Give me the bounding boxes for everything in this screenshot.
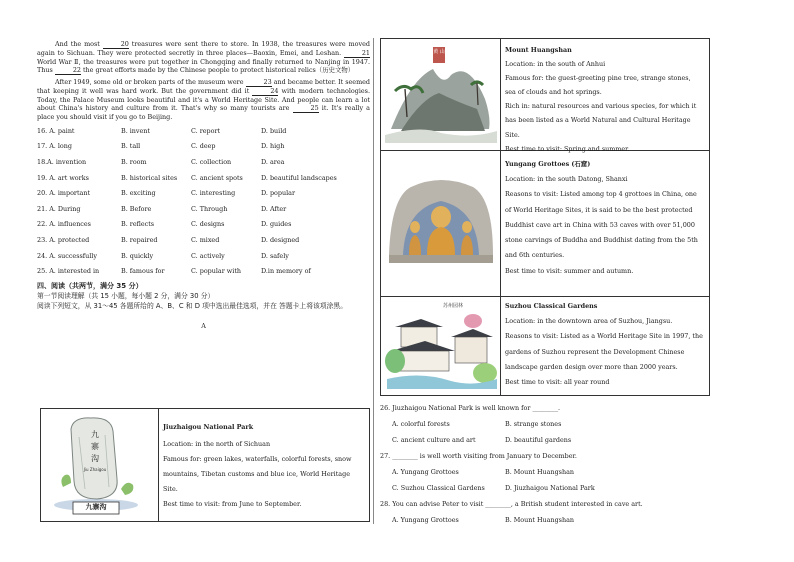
question-20 [37, 185, 370, 201]
question-18 [37, 154, 370, 170]
option-d[interactable]: D. area [261, 157, 285, 166]
jiuzhaigou-title: Jiuzhaigou National Park [163, 423, 254, 431]
question-19 [37, 170, 370, 186]
huangshan-stamp: 黄 山 [433, 49, 445, 55]
column-divider [373, 38, 374, 524]
option-d[interactable]: D. Jiuzhaigou National Park [505, 484, 595, 492]
text: it. It's really a place you should visit if you go to Beijing. [37, 103, 370, 121]
option-a[interactable]: 17. A. long [37, 142, 72, 151]
suzhou-best-time: Best time to visit: all year round [505, 378, 610, 387]
question-25 [37, 263, 370, 279]
jiuzhaigou-best-time: Best time to visit: from June to September. [163, 500, 302, 509]
yungang-best-time: Best time to visit: summer and autumn. [505, 266, 634, 275]
option-a[interactable]: 24. A. successfully [37, 251, 97, 260]
grotto-illustration [381, 151, 501, 297]
blank-21[interactable]: 21 [344, 49, 370, 58]
question-27 [380, 448, 710, 496]
question-16 [37, 123, 370, 139]
option-a[interactable]: A. colorful forests [392, 420, 450, 428]
option-a[interactable]: 25. A. interested in [37, 267, 100, 276]
instruction: 阅读下列短文，从 31～45 各题所给的 A、B、C 和 D 项中选出最佳选项，并在 答题卡上将该项涂黑。 [37, 302, 347, 311]
option-b[interactable]: B. invent [121, 126, 150, 135]
option-b[interactable]: B. reflects [121, 220, 155, 229]
question-26 [380, 400, 710, 448]
question-stem: 27. ________ is well worth visiting from January to December. [380, 452, 577, 460]
garden-illustration [381, 297, 501, 395]
huangshan-image [381, 39, 501, 150]
paragraph-2 [37, 78, 370, 121]
option-b[interactable]: B. tall [121, 142, 141, 151]
option-d[interactable]: D. beautiful gardens [505, 436, 572, 444]
option-d[interactable]: D. beautiful landscapes [261, 173, 337, 182]
question-23 [37, 232, 370, 248]
option-c[interactable]: C. Suzhou Classical Gardens [392, 484, 485, 492]
suzhou-title: Suzhou Classical Gardens [505, 302, 598, 310]
passage-label: A [201, 321, 206, 330]
question-24 [37, 248, 370, 264]
option-c[interactable]: C. collection [191, 157, 232, 166]
suzhou-sign: 苏州园林 [443, 303, 464, 309]
right-column [380, 38, 710, 528]
question-stem: 28. You can advise Peter to visit ________, a British student interested in cave art. [380, 500, 643, 508]
option-d[interactable]: D. After [261, 204, 287, 213]
option-c[interactable]: C. Through [191, 204, 228, 213]
text: the great efforts made by the Chinese people to protect historical relics（历史文物） [80, 66, 355, 74]
stone-char-3: 沟 [91, 454, 99, 463]
option-b[interactable]: B. room [121, 157, 147, 166]
option-d[interactable]: D. high [261, 142, 285, 151]
question-17 [37, 139, 370, 155]
question-22 [37, 217, 370, 233]
option-b[interactable]: B. strange stones [505, 420, 562, 428]
option-c[interactable]: C. ancient culture and art [392, 436, 476, 444]
jiuzhaigou-card [40, 408, 370, 522]
left-column [37, 40, 370, 330]
option-b[interactable]: B. Before [121, 204, 152, 213]
huangshan-best-time: Best time to visit: Spring and summer. [505, 144, 630, 153]
text: with modern technologies. Today, the Palace Museum looks beautiful and it's a World Heritage Site. And people can learn a lot about China's history and culture from it. That's why so many tourists are [37, 86, 370, 112]
huangshan-painting [381, 39, 501, 151]
suzhou-text [501, 297, 709, 395]
option-d[interactable]: D. designed [261, 235, 300, 244]
option-c[interactable]: C. ancient spots [191, 173, 243, 182]
option-b[interactable]: B. Mount Huangshan [505, 516, 575, 524]
option-b[interactable]: B. famous for [121, 267, 165, 276]
huangshan-rich: Rich in: natural resources and various species, for which it has been listed as a World Natural and Cultural Heritage Site. [505, 102, 697, 139]
subsection-title: 第一节阅读理解（共 15 小题，每小题 2 分，满分 30 分） [37, 291, 215, 300]
yungang-text [501, 151, 709, 296]
yungang-title: Yungang Grottoes (石窟) [505, 160, 591, 168]
option-d[interactable]: D. guides [261, 220, 292, 229]
option-a[interactable]: 18.A. invention [37, 157, 87, 166]
option-d[interactable]: D. build [261, 126, 287, 135]
option-b[interactable]: B. repaired [121, 235, 158, 244]
attraction-suzhou [381, 297, 709, 395]
options-row [380, 432, 710, 448]
option-a[interactable]: 22. A. influences [37, 220, 91, 229]
blank-24[interactable]: 24 [252, 87, 278, 96]
option-c[interactable]: C. mixed [191, 235, 220, 244]
options-row [380, 480, 710, 496]
option-d[interactable]: D. safely [261, 251, 289, 260]
suzhou-image [381, 297, 501, 395]
jiuzhaigou-text [159, 409, 369, 521]
stone-char-2: 寨 [91, 442, 99, 451]
option-c[interactable]: C. actively [191, 251, 225, 260]
options-row [380, 512, 710, 528]
options-row [380, 416, 710, 432]
stone-char-1: 九 [91, 430, 99, 439]
stone-latin: Jiu Zhaigou [83, 467, 107, 472]
option-b[interactable]: B. Mount Huangshan [505, 468, 575, 476]
options-row [380, 464, 710, 480]
question-21 [37, 201, 370, 217]
jiuzhaigou-famous: Famous for: green lakes, waterfalls, colorful forests, snow mountains, Tibetan customs and blue ice, World Heritage Site. [163, 455, 352, 494]
attraction-huangshan [381, 39, 709, 151]
suzhou-location: Location: in the downtown area of Suzhou, Jiangsu. [505, 317, 673, 326]
blank-22[interactable]: 22 [55, 66, 81, 75]
jiuzhaigou-location: Location: in the north of Sichuan [163, 439, 271, 448]
question-list [37, 123, 370, 279]
text: And the most [55, 40, 103, 48]
option-a[interactable]: 23. A. protected [37, 235, 90, 244]
option-a[interactable]: 20. A. important [37, 189, 91, 198]
question-28 [380, 496, 710, 528]
jiuzhaigou-sign: 九寨沟 [85, 503, 107, 511]
attraction-yungang [381, 151, 709, 297]
option-c[interactable]: C. popular with [191, 267, 242, 276]
option-d[interactable]: D.in memory of [261, 267, 311, 276]
paragraph-1 [37, 40, 370, 75]
blank-25[interactable]: 25 [293, 104, 319, 113]
blank-20[interactable]: 20 [103, 40, 129, 49]
huangshan-famous: Famous for: the guest-greeting pine tree, strange stones, sea of clouds and hot springs. [505, 74, 691, 97]
question-stem: 26. Jiuzhaigou National Park is well known for ________. [380, 404, 561, 412]
huangshan-text [501, 39, 709, 153]
yungang-image [381, 151, 501, 296]
yungang-location: Location: in the south Datong, Shanxi [505, 175, 628, 184]
option-a[interactable]: A. Yungang Grottoes [392, 516, 459, 524]
suzhou-reasons: Reasons to visit: Listed as a World Heritage Site in 1997, the gardens of Suzhou represent the Development Chinese landscape garden design over more than 2000 years. [505, 332, 703, 371]
option-a[interactable]: 19. A. art works [37, 173, 89, 182]
option-a[interactable]: 21. A. During [37, 204, 81, 213]
huangshan-location: Location: in the south of Anhui [505, 60, 606, 69]
huangshan-title: Mount Huangshan [505, 46, 572, 54]
yungang-reasons: Reasons to visit: Listed among top 4 grottoes in China, one of World Heritage Sites, it is said to be the best protected Buddhist cave art in China with 53 caves with over 51,000 stone carvings of Buddha and Buddhist dating from the 5th and 6th centuries. [505, 190, 698, 260]
jiuzhaigou-image [41, 409, 159, 521]
option-b[interactable]: B. exciting [121, 189, 156, 198]
section-title: 四、阅读（共两节，满分 35 分） [37, 281, 143, 290]
option-c[interactable]: C. report [191, 126, 221, 135]
text: treasures were sent there to store. In 1938, the treasures were moved again to Sichuan. They were protected secretly in three places—Baoxin, Emei, and Leshan. [37, 40, 370, 57]
option-c[interactable]: C. designs [191, 220, 225, 229]
option-b[interactable]: B. quickly [121, 251, 154, 260]
option-d[interactable]: D. popular [261, 189, 296, 198]
option-c[interactable]: C. deep [191, 142, 216, 151]
option-c[interactable]: C. interesting [191, 189, 236, 198]
attractions-table [380, 38, 710, 396]
option-a[interactable]: A. Yungang Grottoes [392, 468, 459, 476]
blank-23[interactable]: 23 [246, 78, 272, 87]
option-a[interactable]: 16. A. paint [37, 126, 75, 135]
text: After 1949, some old or broken parts of the museum were [55, 77, 246, 86]
option-b[interactable]: B. historical sites [121, 173, 178, 182]
text: and became better. It seemed that keeping it well was hard work. But the government did it [37, 77, 370, 95]
text: World War Ⅱ, the treasures were put together in Chongqing and finally returned to Nanjing in 1947. Thus [37, 58, 370, 74]
